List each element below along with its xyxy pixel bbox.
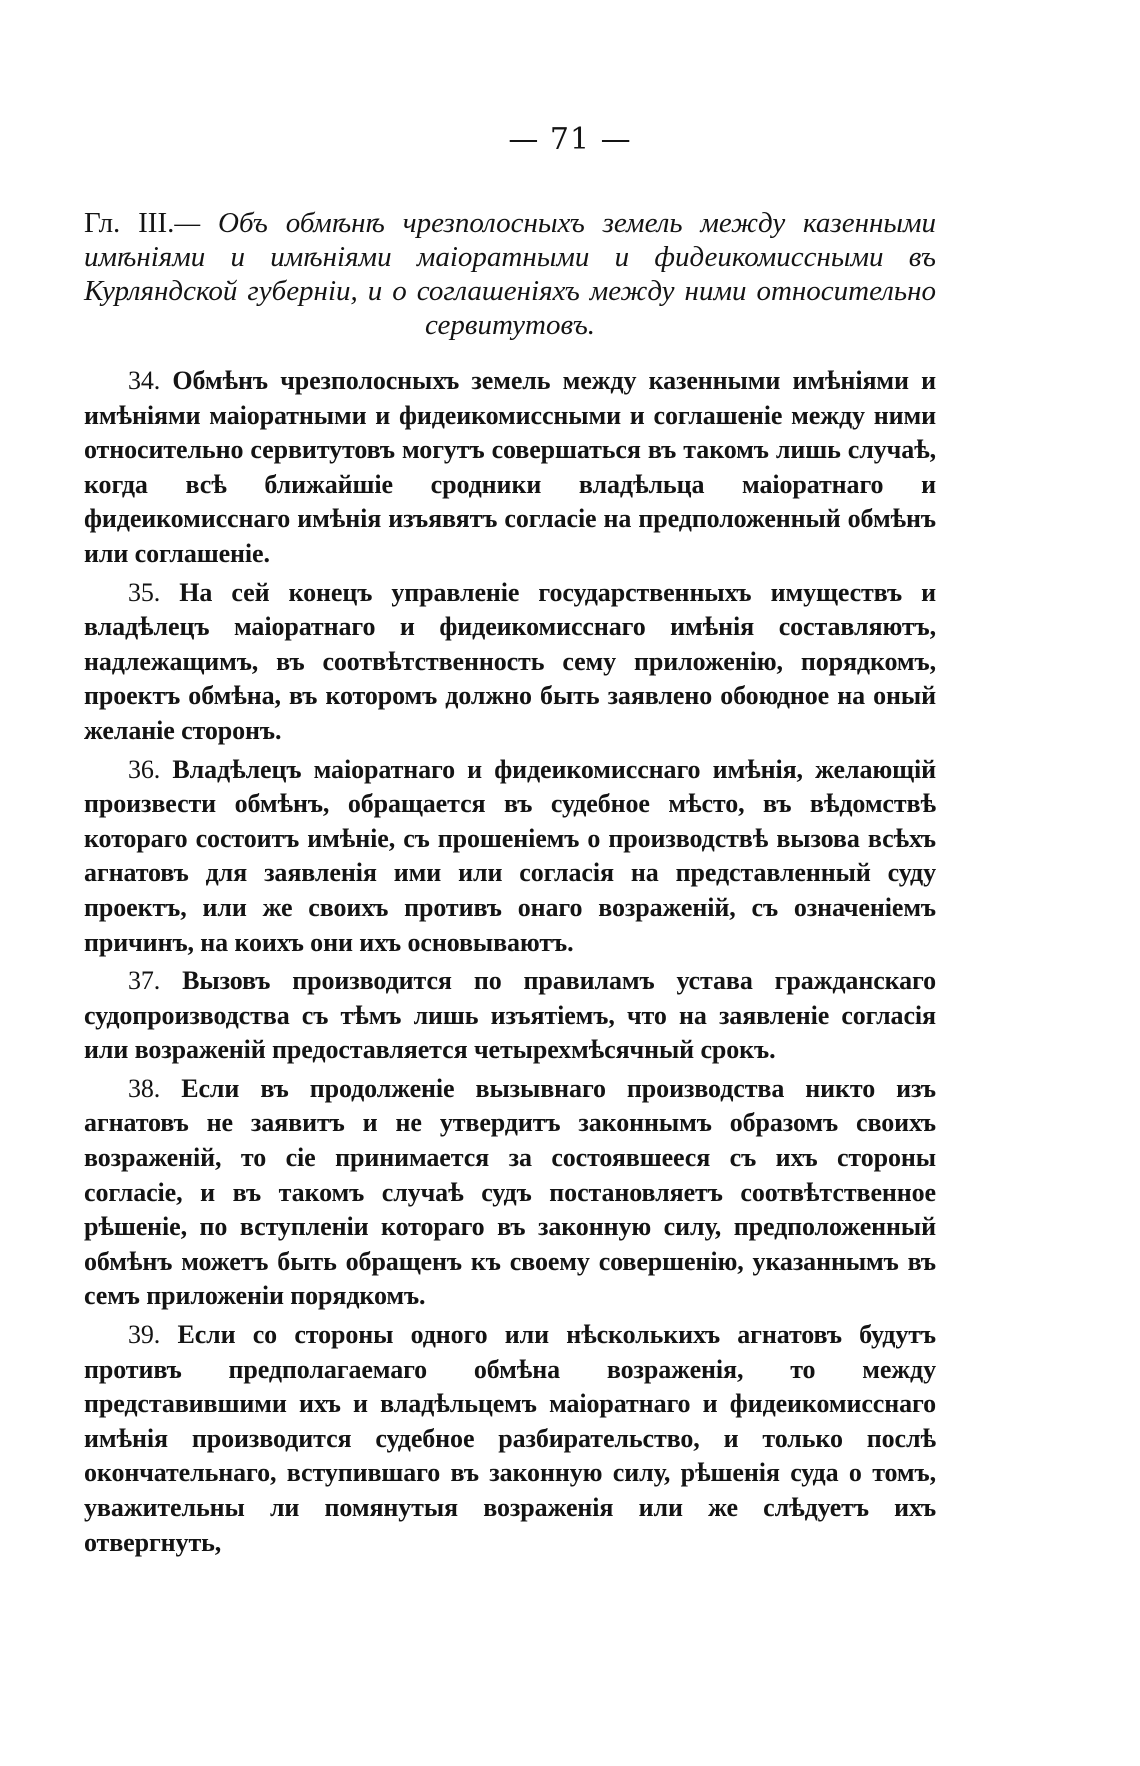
page-number: — 71 —: [508, 122, 632, 157]
chapter-heading: [84, 206, 936, 342]
article-number: 37.: [128, 966, 161, 996]
article-number: 39.: [128, 1320, 161, 1350]
article-34: [84, 364, 936, 572]
article-38: [84, 1072, 936, 1314]
article-text: Обмѣнъ чрезполосныхъ земель между казенными имѣніями и имѣніями маіоратными и фидеикомиссными и соглашеніе между ними относительно сервитутовъ могутъ совершаться въ такомъ лишь случаѣ, когда всѣ ближайшіе сродники владѣльца маіоратнаго и фидеикомисснаго имѣнія изъявятъ согласіе на предположенный обмѣнъ или соглашеніе.: [84, 366, 936, 568]
article-text: Если со стороны одного или нѣсколькихъ агнатовъ будутъ противъ предполагаемаго обмѣна возраженія, то между представившими ихъ и владѣльцемъ маіоратнаго и фидеикомисснаго имѣнія производится судебное разбирательство, и только послѣ окончательнаго, вступившаго въ законную силу, рѣшенія суда о томъ, уважительны ли помянутыя возраженія или же слѣдуетъ ихъ отвергнуть,: [84, 1320, 936, 1557]
article-number: 35.: [128, 577, 161, 607]
chapter-label: Гл. III.: [84, 207, 175, 239]
article-number: 34.: [128, 366, 161, 395]
article-text: Вызовъ производится по правиламъ устава гражданскаго судопроизводства съ тѣмъ лишь изъятіемъ, что на заявленіе согласія или возраженій предоставляется четырехмѣсячный срокъ.: [84, 966, 936, 1065]
article-35: [84, 576, 936, 749]
chapter-title: — Объ обмѣнѣ чрезполосныхъ земель между казенными имѣніями и имѣніями маіоратными и фидеикомиссными въ Курляндской губерніи, и о соглашеніяхъ между ними относительно сервитутовъ.: [84, 207, 936, 341]
article-text: Если въ продолженіе вызывнаго производства никто изъ агнатовъ не заявитъ и не утвердитъ законнымъ образомъ своихъ возраженій, то сіе принимается за состоявшееся съ ихъ стороны согласіе, и въ такомъ случаѣ судъ постановляетъ соотвѣтственное рѣшеніе, по вступленіи котораго въ законную силу, предположенный обмѣнъ можетъ быть обращенъ къ своему совершенію, указаннымъ въ семъ приложеніи порядкомъ.: [84, 1073, 936, 1311]
article-text: Владѣлецъ маіоратнаго и фидеикомисснаго имѣнія, желающій произвести обмѣнъ, обращается въ судебное мѣсто, въ вѣдомствѣ котораго состоитъ имѣніе, съ прошеніемъ о производствѣ вызова всѣхъ агнатовъ для заявленія ими или согласія на представленный суду проектъ, или же своихъ противъ онаго возраженій, съ означеніемъ причинъ, на коихъ они ихъ основываютъ.: [84, 754, 936, 957]
article-text: На сей конецъ управленіе государственныхъ имуществъ и владѣлецъ маіоратнаго и фидеикомисснаго имѣнія составляютъ, надлежащимъ, въ соотвѣтственность сему приложенію, порядкомъ, проектъ обмѣна, въ которомъ должно быть заявлено обоюдное на оный желаніе сторонъ.: [84, 577, 936, 745]
article-37: [84, 964, 936, 1068]
article-number: 36.: [128, 754, 161, 784]
article-36: [84, 753, 936, 961]
text-block: [84, 206, 936, 1564]
article-number: 38.: [128, 1073, 161, 1103]
article-39: [84, 1318, 936, 1560]
